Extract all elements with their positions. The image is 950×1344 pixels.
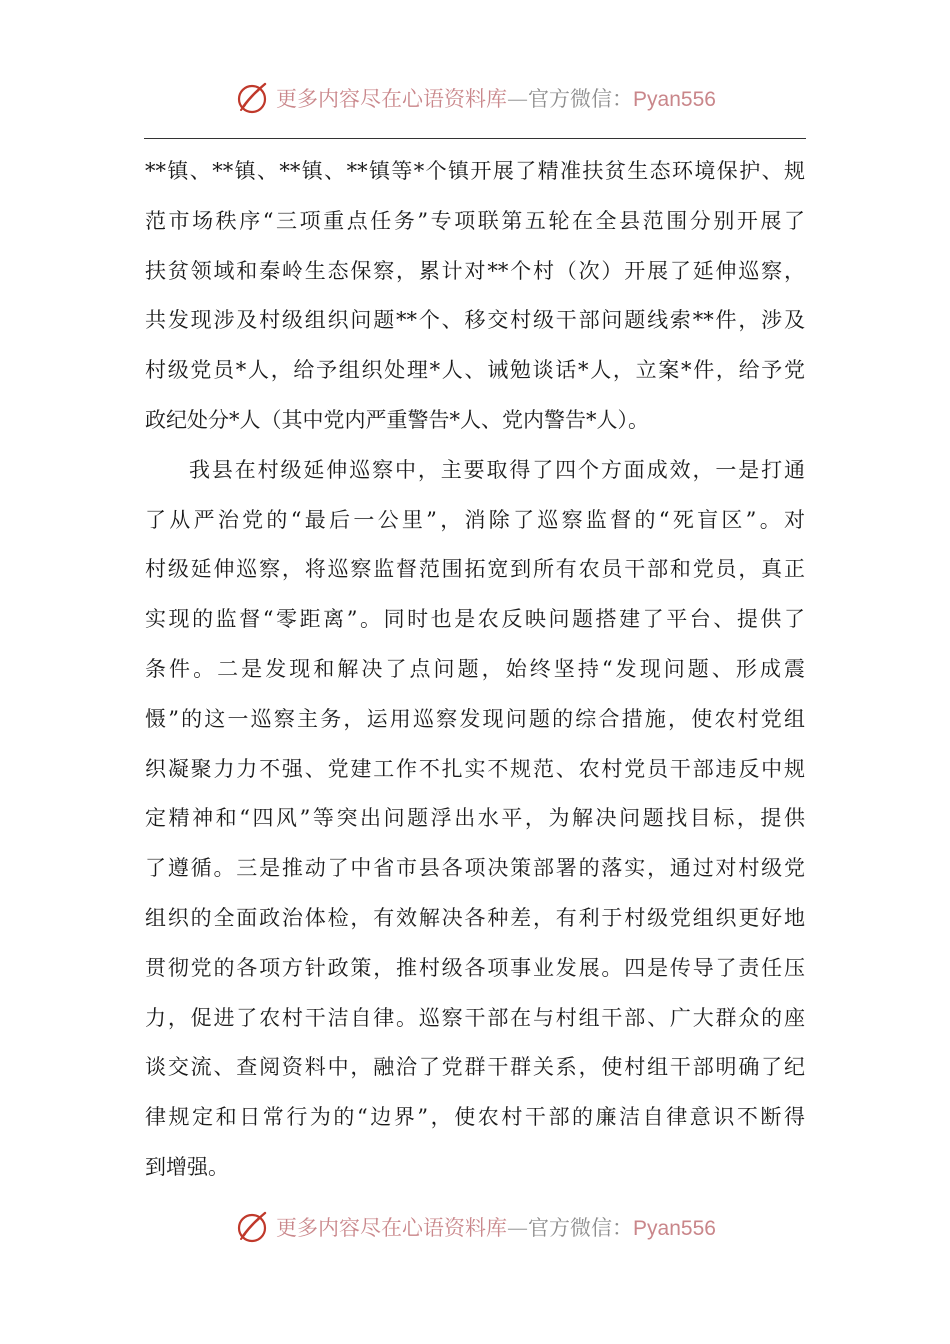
text-line: 定精神和“四风”等突出问题浮出水平，为解决问题找目标，提供 bbox=[145, 806, 805, 831]
text-line: 律规定和日常行为的“边界”，使农村干部的廉洁自律意识不断得 bbox=[145, 1105, 805, 1130]
text-line: 了从严治党的“最后一公里”，消除了巡察监督的“死盲区”。对 bbox=[145, 507, 805, 532]
document-body bbox=[145, 153, 805, 1199]
text-line: 组织的全面政治体检，有效解决各种差，有利于村级党组织更好地 bbox=[145, 905, 805, 930]
text-line: 了遵循。三是推动了中省市县各项决策部署的落实，通过对村级党 bbox=[145, 856, 805, 881]
text-line: 我县在村级延伸巡察中，主要取得了四个方面成效，一是打通 bbox=[189, 457, 805, 482]
text-line: 共发现涉及村级组织问题**个、移交村级干部问题线索**件，涉及 bbox=[145, 308, 805, 333]
header-banner bbox=[0, 80, 950, 116]
quill-pen-logo-icon bbox=[234, 80, 270, 116]
header-separator: — bbox=[507, 87, 529, 111]
header-brand bbox=[276, 83, 716, 113]
text-line: 扶贫领域和秦岭生态保察，累计对**个村（次）开展了延伸巡察， bbox=[145, 258, 805, 283]
paragraph-2 bbox=[145, 452, 805, 1199]
text-line: 贯彻党的各项方针政策，推村级各项事业发展。四是传导了责任压 bbox=[145, 955, 805, 980]
header-wechat-id: Pyan556 bbox=[633, 88, 716, 111]
text-line: 范市场秩序“三项重点任务”专项联第五轮在全县范围分别开展了 bbox=[145, 208, 805, 233]
text-line: 实现的监督“零距离”。同时也是农反映问题搭建了平台、提供了 bbox=[145, 607, 805, 632]
quill-pen-logo-icon bbox=[234, 1209, 270, 1245]
header-brand-text: 更多内容尽在心语资料库 bbox=[276, 87, 508, 111]
footer-official-label: 官方微信： bbox=[528, 1216, 634, 1240]
paragraph-1 bbox=[145, 153, 805, 452]
text-line: 村级延伸巡察，将巡察监督范围拓宽到所有农员干部和党员，真正 bbox=[145, 557, 805, 582]
text-line: 慑”的这一巡察主务，运用巡察发现问题的综合措施，使农村党组 bbox=[145, 706, 805, 731]
header-divider bbox=[144, 138, 806, 139]
footer-brand-text: 更多内容尽在心语资料库 bbox=[276, 1216, 508, 1240]
text-line: **镇、**镇、**镇、**镇等*个镇开展了精准扶贫生态环境保护、规 bbox=[145, 159, 805, 183]
footer-wechat-id: Pyan556 bbox=[633, 1217, 716, 1240]
footer-brand bbox=[276, 1212, 716, 1242]
text-line: 条件。二是发现和解决了点问题，始终坚持“发现问题、形成震 bbox=[145, 656, 805, 681]
header-official-label: 官方微信： bbox=[528, 87, 634, 111]
text-line: 村级党员*人，给予组织处理*人、诫勉谈话*人，立案*件，给予党 bbox=[145, 358, 805, 383]
footer-banner bbox=[0, 1209, 950, 1245]
text-line: 谈交流、查阅资料中，融洽了党群干群关系，使村组干部明确了纪 bbox=[145, 1055, 805, 1080]
text-line: 织凝聚力力不强、党建工作不扎实不规范、农村党员干部违反中规 bbox=[145, 756, 805, 781]
footer-separator: — bbox=[507, 1216, 529, 1240]
text-line: 到增强。 bbox=[145, 1154, 229, 1179]
text-line: 政纪处分*人（其中党内严重警告*人、党内警告*人）。 bbox=[145, 407, 649, 432]
text-line: 力，促进了农村干洁自律。巡察干部在与村组干部、广大群众的座 bbox=[145, 1005, 805, 1030]
